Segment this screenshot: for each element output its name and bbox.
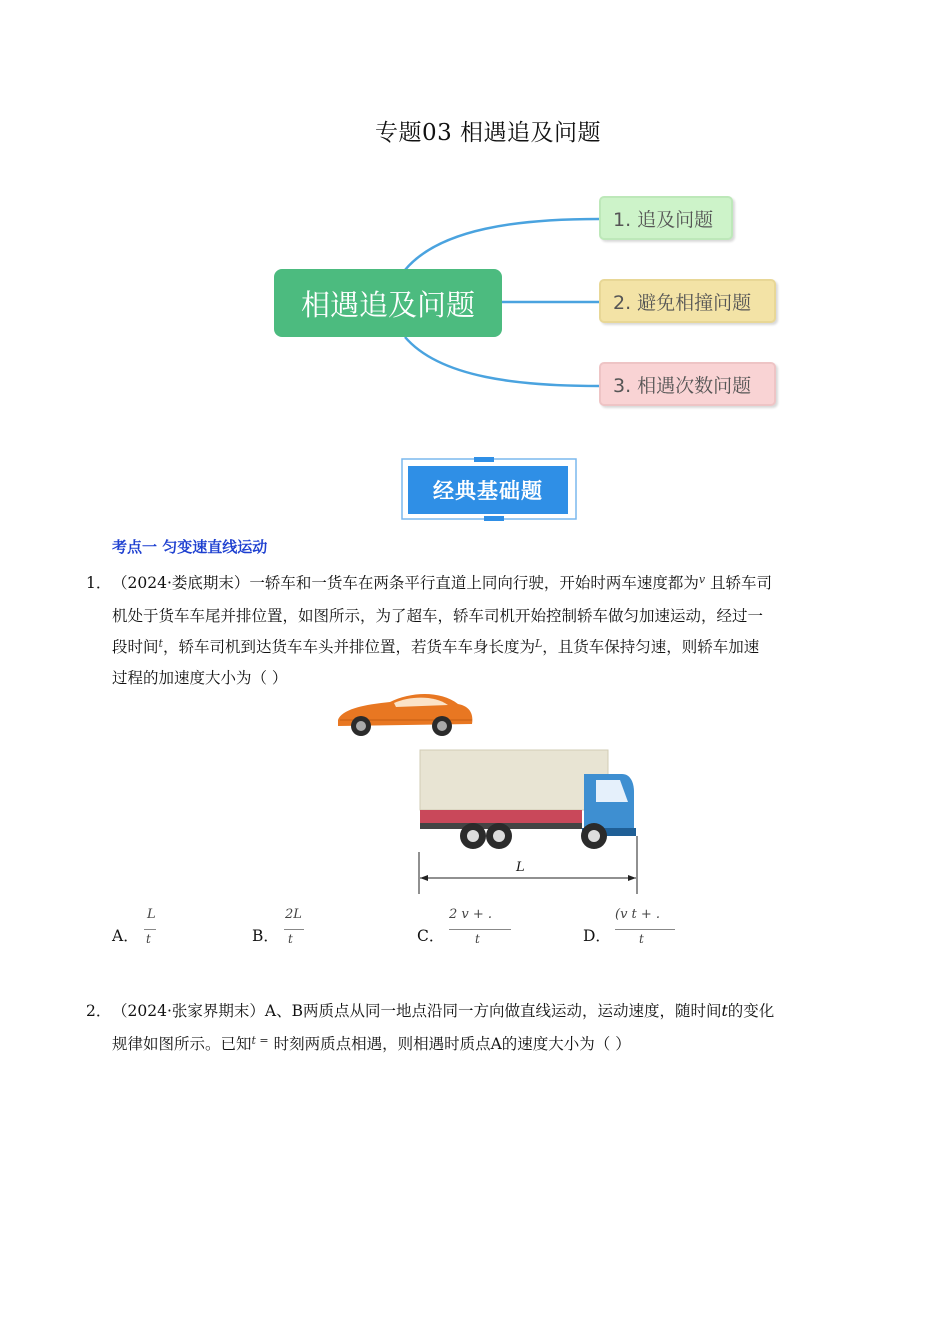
- length-dimension: [419, 836, 637, 894]
- q1-option-a-denominator: t: [146, 932, 151, 946]
- q1-line-3b: ，轿车司机到达货车车头并排位置，若货车车身长度为: [162, 638, 535, 656]
- q2-line-2a: 规律如图所示。已知: [112, 1035, 252, 1053]
- q1-option-a-numerator: L: [147, 907, 156, 922]
- q2-number: 2．: [86, 1002, 112, 1020]
- page-title: 专题03 相遇追及问题: [374, 120, 602, 146]
- q1-option-d-numerator: (v t + .: [615, 907, 661, 922]
- q1-option-b-numerator: 2L: [285, 907, 302, 922]
- q1-option-c-denominator: t: [475, 932, 480, 946]
- mindmap-branch-3: 3. 相遇次数问题: [599, 362, 776, 406]
- truck-illustration: [420, 750, 636, 849]
- q2-line-1: [112, 999, 774, 1021]
- q1-line-3: [112, 635, 759, 657]
- q1-var-L: L: [534, 637, 543, 650]
- mindmap-branch-1: 1. 追及问题: [599, 196, 733, 240]
- q1-line-1b: 且轿车司: [705, 574, 773, 592]
- mindmap-connectors: [0, 0, 950, 440]
- q1-option-b-label: B．: [252, 927, 279, 945]
- q1-number: 1．: [86, 574, 112, 592]
- q2-line-1-text: （2024·张家界期末）A、B两质点从同一地点沿同一方向做直线运动，运动速度，随时间: [112, 1002, 722, 1020]
- q1-line-3a: 段时间: [112, 638, 159, 656]
- mindmap-branch-2: 2. 避免相撞问题: [599, 279, 776, 323]
- q2-var-t: t: [721, 1002, 728, 1020]
- connector-1: [405, 219, 599, 270]
- q1-option-b-denominator: t: [288, 932, 293, 946]
- figure-length-label: L: [516, 860, 525, 875]
- q1-option-c-label: C．: [417, 927, 445, 945]
- q1-line-1: [112, 571, 772, 593]
- q2-line-2: [112, 1032, 631, 1054]
- q1-line-2: 机处于货车车尾并排位置，如图所示，为了超车，轿车司机开始控制轿车做匀加速运动，经过一: [112, 607, 764, 625]
- q2-line-1b: 的变化: [727, 1002, 775, 1020]
- q1-figure: [330, 686, 650, 896]
- q2-var-t-eq: t =: [251, 1034, 269, 1047]
- q1-line-1-text: （2024·娄底期末）一轿车和一货车在两条平行直道上同向行驶，开始时两车速度都为: [112, 574, 699, 592]
- q2-line-2b: 时刻两质点相遇，则相遇时质点A的速度大小为（ ）: [268, 1035, 631, 1053]
- q1-var-t: t: [158, 637, 163, 650]
- q1-line-4: 过程的加速度大小为（ ）: [112, 669, 288, 687]
- q1-option-c-numerator: 2 v + .: [449, 907, 493, 922]
- section-badge-label: 经典基础题: [433, 479, 543, 503]
- car-illustration: [338, 694, 472, 736]
- mindmap-root: 相遇追及问题: [274, 269, 502, 337]
- q1-option-d-denominator: t: [639, 932, 644, 946]
- q1-option-d-label: D．: [583, 927, 611, 945]
- kaodian-heading: 考点一 匀变速直线运动: [112, 538, 268, 556]
- q1-option-a-label: A．: [112, 927, 139, 945]
- q1-line-3c: ，且货车保持匀速，则轿车加速: [542, 638, 760, 656]
- connector-3: [405, 337, 599, 386]
- q1-var-v: v: [698, 573, 706, 586]
